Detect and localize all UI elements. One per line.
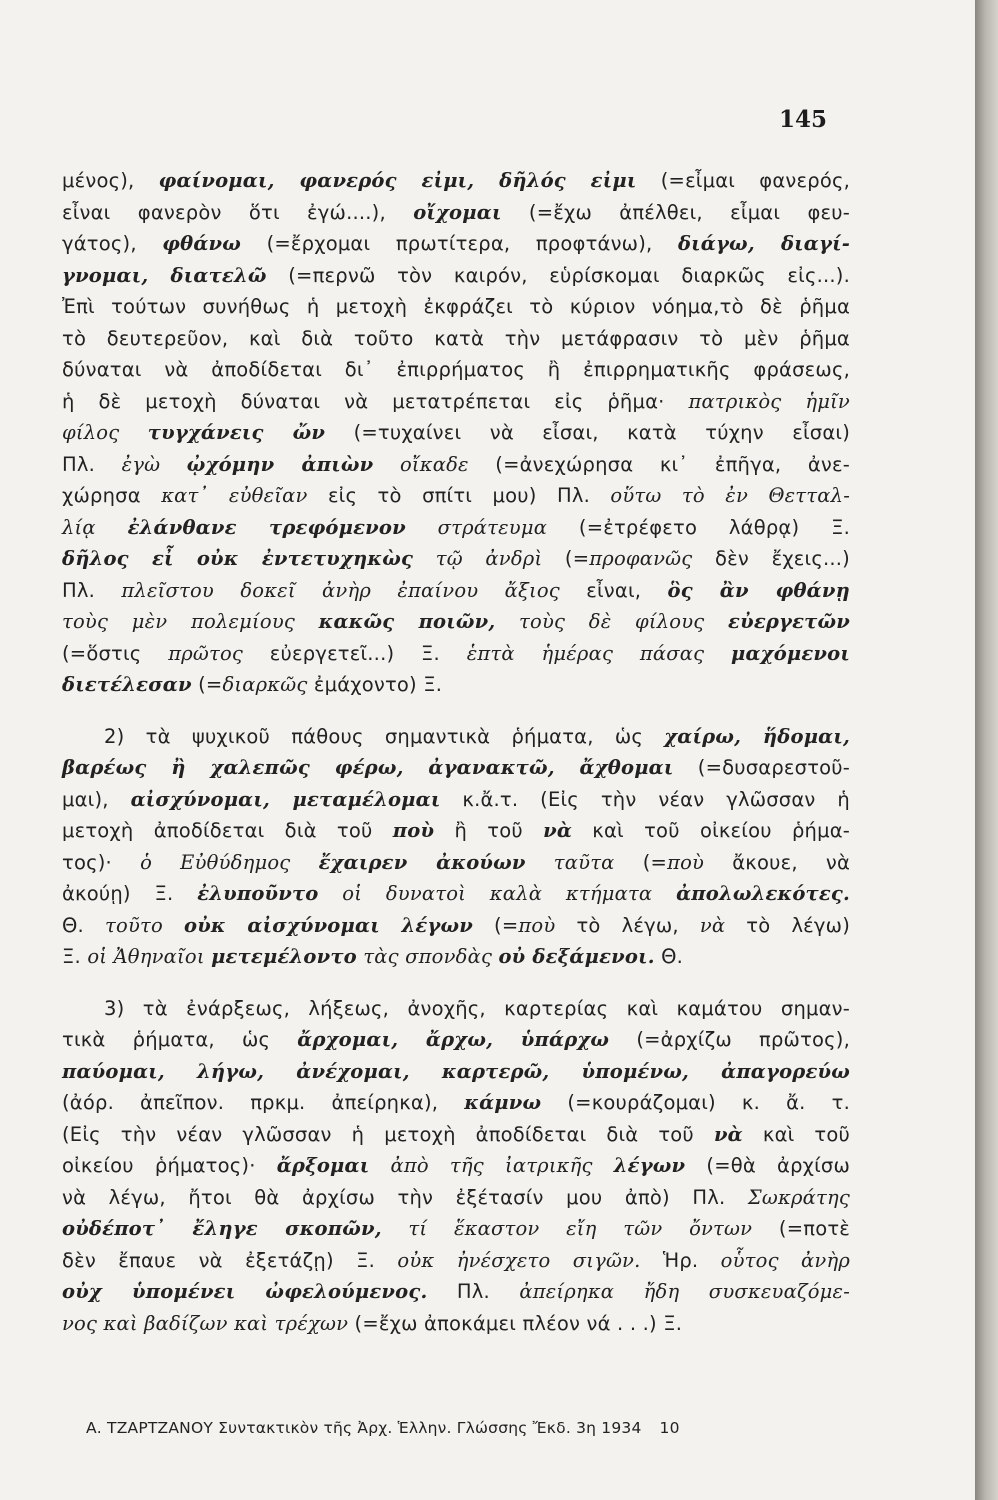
bold-term: ἔχαιρεν ἀκούων	[318, 850, 526, 874]
page-number: 145	[778, 106, 827, 133]
italic-example: τί ἕκαστον εἴη τῶν ὄντων	[381, 1217, 753, 1240]
text-line	[62, 543, 850, 575]
bold-term: νὰ	[713, 1122, 743, 1146]
bold-term: δῆλος εἶ οὐκ ἐντετυχηκὼς	[62, 547, 414, 570]
text-line	[62, 417, 850, 449]
text-segment: εἶναι,	[559, 578, 668, 602]
bold-term: ὃς ἂν φθάνῃ	[667, 578, 850, 602]
text-segment: 3) τὰ ἐνάρξεως, λήξεως, ἀνοχῆς, καρτερίας καὶ καμάτου σημαν-	[104, 996, 850, 1020]
bold-term: οὐ δεξάμενοι.	[498, 945, 655, 968]
bold-term: ᾠχόμην ἀπιὼν	[186, 452, 374, 476]
text-segment: (=	[472, 913, 519, 937]
italic-example: ἀπὸ τῆς ἰατρικῆς	[369, 1154, 614, 1177]
text-segment: δὲν ἔπαυε νὰ ἐξετάζῃ) Ξ.	[62, 1248, 398, 1272]
text-segment: (=ὅστις	[62, 641, 169, 665]
italic-example: ἐγὼ	[121, 452, 187, 476]
italic-example: στράτευμα	[405, 515, 548, 539]
page-footer	[86, 1419, 852, 1437]
italic-example: κατ᾿ εὐθεῖαν	[161, 484, 308, 507]
text-line	[62, 1056, 850, 1088]
paragraph-gap	[62, 973, 850, 993]
bold-term: ἀπολωλεκότες.	[676, 882, 850, 905]
italic-example: πατρικὸς ἡμῖν	[688, 389, 850, 413]
bold-term: μετεμέλοντο	[211, 945, 357, 968]
italic-example: οἱ Ἀθηναῖοι	[87, 945, 212, 968]
text-segment: (Εἰς τὴν νέαν γλῶσσαν ἡ μετοχὴ ἀποδίδεται διὰ τοῦ	[62, 1122, 714, 1146]
text-segment: εὐεργετεῖ...) Ξ.	[243, 641, 467, 665]
text-line	[62, 878, 850, 910]
bold-term: χαίρω, ἥδομαι,	[664, 724, 850, 748]
text-segment: χώρησα	[62, 484, 162, 507]
italic-example: φίλος	[62, 421, 148, 444]
text-line	[62, 1087, 850, 1119]
text-segment: (=τυχαίνει νὰ εἶσαι, κατὰ τύχην εἶσαι)	[325, 421, 851, 444]
italic-example: τοῦτο	[105, 913, 184, 937]
text-segment: κ.ἄ.τ. (Εἰς τὴν νέαν γλῶσσαν ἡ	[440, 787, 850, 811]
body-text	[62, 165, 850, 1339]
bold-term: ἐλάνθανε τρεφόμενον	[127, 515, 406, 539]
paragraph-gap	[62, 701, 850, 721]
book-spine-edge	[975, 0, 998, 1500]
text-segment: Ἡρ.	[640, 1248, 721, 1272]
text-segment: νὰ λέγω, ἤτοι θὰ ἀρχίσω τὴν ἐξέτασίν μου ἀπὸ) Πλ.	[62, 1185, 748, 1209]
text-segment: καὶ τοῦ οἰκείου ῥήμα-	[572, 819, 851, 842]
text-segment: Ξ.	[62, 945, 88, 968]
text-segment: εἶναι φανερὸν ὅτι ἐγώ....),	[62, 200, 414, 224]
paragraph-emotion-verbs	[62, 721, 850, 973]
text-line	[62, 669, 850, 701]
text-line	[62, 847, 850, 879]
text-segment: (=ἔχω ἀποκάμει πλέον νά . . .) Ξ.	[348, 1311, 683, 1335]
text-line	[62, 638, 850, 670]
text-segment: Θ.	[62, 913, 106, 937]
bold-term: ἄρξομαι	[276, 1154, 370, 1177]
text-segment: 2) τὰ ψυχικοῦ πάθους σημαντικὰ ῥήματα, ὡς	[104, 724, 665, 748]
bold-term: ποὺ	[392, 819, 435, 842]
text-line	[62, 1213, 850, 1245]
bold-term: φαίνομαι, φανερός εἰμι, δῆλός εἰμι	[158, 169, 637, 192]
italic-example: οὗτος ἀνὴρ	[720, 1248, 851, 1272]
italic-example: ὁ Εὐθύδημος	[140, 850, 319, 874]
text-segment: ἄκουε, νὰ	[704, 850, 851, 874]
italic-example: Σωκράτης	[747, 1185, 850, 1209]
text-line	[62, 1150, 850, 1182]
text-line	[62, 721, 850, 753]
text-segment: (=	[542, 547, 590, 570]
footer-signature-mark: 10	[659, 1419, 680, 1437]
text-segment: (=	[614, 850, 668, 874]
bold-term: μαχόμενοι	[730, 641, 850, 665]
italic-example: ἑπτὰ ἡμέρας πάσας	[466, 641, 731, 665]
paragraph-participle-verbs	[62, 165, 850, 701]
text-segment: τὸ λέγω)	[725, 913, 850, 937]
text-segment: (=ἐτρέφετο λάθρᾳ) Ξ.	[547, 515, 850, 539]
text-segment: τὸ λέγω,	[555, 913, 700, 937]
text-segment: (=ἔρχομαι πρωτίτερα, προφτάνω),	[241, 232, 678, 255]
text-line	[62, 449, 850, 481]
italic-example: οὐκ ἠνέσχετο σιγῶν.	[397, 1248, 641, 1272]
bold-term: βαρέως ἢ χαλεπῶς φέρω, ἀγανακτῶ, ἄχθομαι	[62, 756, 674, 779]
bold-term: οἴχομαι	[413, 200, 502, 224]
text-segment: (=ἔχω ἀπέλθει, εἶμαι φευ-	[501, 200, 850, 224]
text-segment: μαι),	[62, 787, 131, 811]
text-segment: τος)·	[62, 850, 141, 874]
text-segment: (=ἀρχίζω πρῶτος),	[609, 1028, 851, 1051]
italic-example: οὕτω τὸ ἐν Θετταλ-	[610, 484, 850, 507]
text-segment: δύναται νὰ ἀποδίδεται δι᾿ ἐπιρρήματος ἢ ἐπιρρηματικῆς φράσεως,	[62, 358, 850, 381]
text-line	[62, 512, 850, 544]
text-segment: μένος),	[62, 169, 159, 192]
italic-example: πρῶτος	[168, 641, 244, 665]
bold-term: γνομαι, διατελῶ	[62, 263, 267, 287]
text-line	[62, 1024, 850, 1056]
bold-term: νὰ	[543, 819, 573, 842]
text-segment: μετοχὴ ἀποδίδεται διὰ τοῦ	[62, 819, 393, 842]
bold-term: λέγων	[613, 1154, 686, 1177]
italic-example: τοὺς μὲν πολεμίους	[62, 610, 319, 633]
text-line	[62, 993, 850, 1025]
text-segment: (ἀόρ. ἀπεῖπον. πρκμ. ἀπείρηκα),	[62, 1091, 465, 1114]
text-segment: (=ἀνεχώρησα κι᾿ ἐπῆγα, ἀνε-	[468, 452, 850, 476]
bold-term: οὐχ ὑπομένει ὠφελούμενος.	[62, 1280, 428, 1303]
text-line	[62, 228, 850, 260]
text-segment: (=περνῶ τὸν καιρόν, εὑρίσκομαι διαρκῶς εἰς...).	[266, 263, 850, 287]
italic-example: ἀπείρηκα ἤδη συσκευαζόμε-	[519, 1280, 850, 1303]
bold-term: διάγω, διαγί-	[677, 232, 850, 255]
italic-example: τοὺς δὲ φίλους	[495, 610, 729, 633]
text-segment: δὲν ἔχεις...)	[692, 547, 850, 570]
text-line	[62, 941, 850, 973]
text-segment: ἡ δὲ μετοχὴ δύναται νὰ μετατρέπεται εἰς ῥῆμα·	[62, 389, 689, 413]
italic-example: πλεῖστου δοκεῖ ἀνὴρ ἐπαίνου ἄξιος	[121, 578, 560, 602]
bold-term: κάμνω	[464, 1091, 542, 1114]
text-segment: γάτος),	[62, 232, 163, 255]
text-segment: τὸ δευτερεῦον, καὶ διὰ τοῦτο κατὰ τὴν μετάφρασιν τὸ μὲν ῥῆμα	[62, 326, 850, 350]
italic-example: λίᾳ	[62, 515, 128, 539]
bold-term: παύομαι, λήγω, ἀνέχομαι, καρτερῶ, ὑπομένω, ἀπαγορεύω	[62, 1059, 850, 1083]
bold-term: ἄρχομαι, ἄρχω, ὑπάρχω	[297, 1028, 610, 1051]
text-line	[62, 323, 850, 355]
text-segment: (=θὰ ἀρχίσω	[685, 1154, 850, 1177]
text-line	[62, 784, 850, 816]
text-line	[62, 480, 850, 512]
bold-term: εὐεργετῶν	[728, 610, 850, 633]
text-line	[62, 575, 850, 607]
bold-term: φθάνω	[162, 232, 242, 255]
bold-term: οὐκ αἰσχύνομαι λέγων	[184, 913, 473, 937]
text-segment: (=ποτὲ	[752, 1217, 851, 1240]
italic-example: νὰ	[699, 913, 726, 937]
text-line	[62, 1276, 850, 1308]
text-segment: ἢ τοῦ	[434, 819, 544, 842]
italic-example: τῷ ἀνδρὶ	[413, 547, 543, 570]
italic-example: νος καὶ βαδίζων καὶ τρέχων	[62, 1311, 349, 1335]
footer-book-title: Α. ΤΖΑΡΤΖΑΝΟΥ Συντακτικὸν τῆς Ἀρχ. Ἑλλην. Γλώσσης Ἔκδ. 3η 1934	[86, 1419, 642, 1437]
italic-example: διαρκῶς	[222, 673, 308, 696]
text-line	[62, 197, 850, 229]
text-segment: καὶ τοῦ	[742, 1122, 850, 1146]
text-line	[62, 260, 850, 292]
bold-term: οὐδέποτ᾿ ἔληγε σκοπῶν,	[62, 1217, 382, 1240]
text-line	[62, 606, 850, 638]
text-line	[62, 165, 850, 197]
text-line	[62, 815, 850, 847]
text-segment: ἀκούῃ) Ξ.	[62, 882, 198, 905]
text-line	[62, 386, 850, 418]
text-segment: (=	[191, 673, 223, 696]
bold-term: κακῶς ποιῶν,	[318, 610, 496, 633]
italic-example: ταῦτα	[525, 850, 615, 874]
text-line	[62, 354, 850, 386]
text-segment: (=εἶμαι φανερός,	[636, 169, 850, 192]
text-segment: τικὰ ῥήματα, ὡς	[62, 1028, 298, 1051]
text-segment: ἐμάχοντο) Ξ.	[307, 673, 443, 696]
italic-example: ποὺ	[667, 850, 705, 874]
text-segment: Πλ.	[62, 452, 122, 476]
text-line	[62, 1182, 850, 1214]
italic-example: τὰς σπονδὰς	[356, 945, 499, 968]
italic-example: οἴκαδε	[373, 452, 469, 476]
text-segment: οἰκείου ῥήματος)·	[62, 1154, 277, 1177]
paragraph-beginning-ending-verbs	[62, 993, 850, 1340]
text-segment: (=κουράζομαι) κ. ἄ. τ.	[541, 1091, 850, 1114]
italic-example: οἱ δυνατοὶ καλὰ κτήματα	[318, 882, 677, 905]
text-segment: Θ.	[654, 945, 684, 968]
text-line	[62, 1245, 850, 1277]
text-segment: εἰς τὸ σπίτι μου) Πλ.	[307, 484, 611, 507]
text-line	[62, 752, 850, 784]
text-line	[62, 910, 850, 942]
text-segment: Ἐπὶ τούτων συνήθως ἡ μετοχὴ ἐκφράζει τὸ κύριον νόημα,τὸ δὲ ῥῆμα	[62, 295, 850, 318]
text-line	[62, 291, 850, 323]
bold-term: τυγχάνεις ὤν	[147, 421, 326, 444]
bold-term: ἐλυποῦντο	[197, 882, 319, 905]
italic-example: προφανῶς	[589, 547, 693, 570]
text-segment: Πλ.	[427, 1280, 520, 1303]
italic-example: ποὺ	[518, 913, 556, 937]
bold-term: διετέλεσαν	[62, 673, 192, 696]
text-segment: (=δυσαρεστοῦ-	[673, 756, 850, 779]
text-segment: Πλ.	[62, 578, 122, 602]
bold-term: αἰσχύνομαι, μεταμέλομαι	[130, 787, 441, 811]
text-line	[62, 1119, 850, 1151]
text-line	[62, 1308, 850, 1340]
